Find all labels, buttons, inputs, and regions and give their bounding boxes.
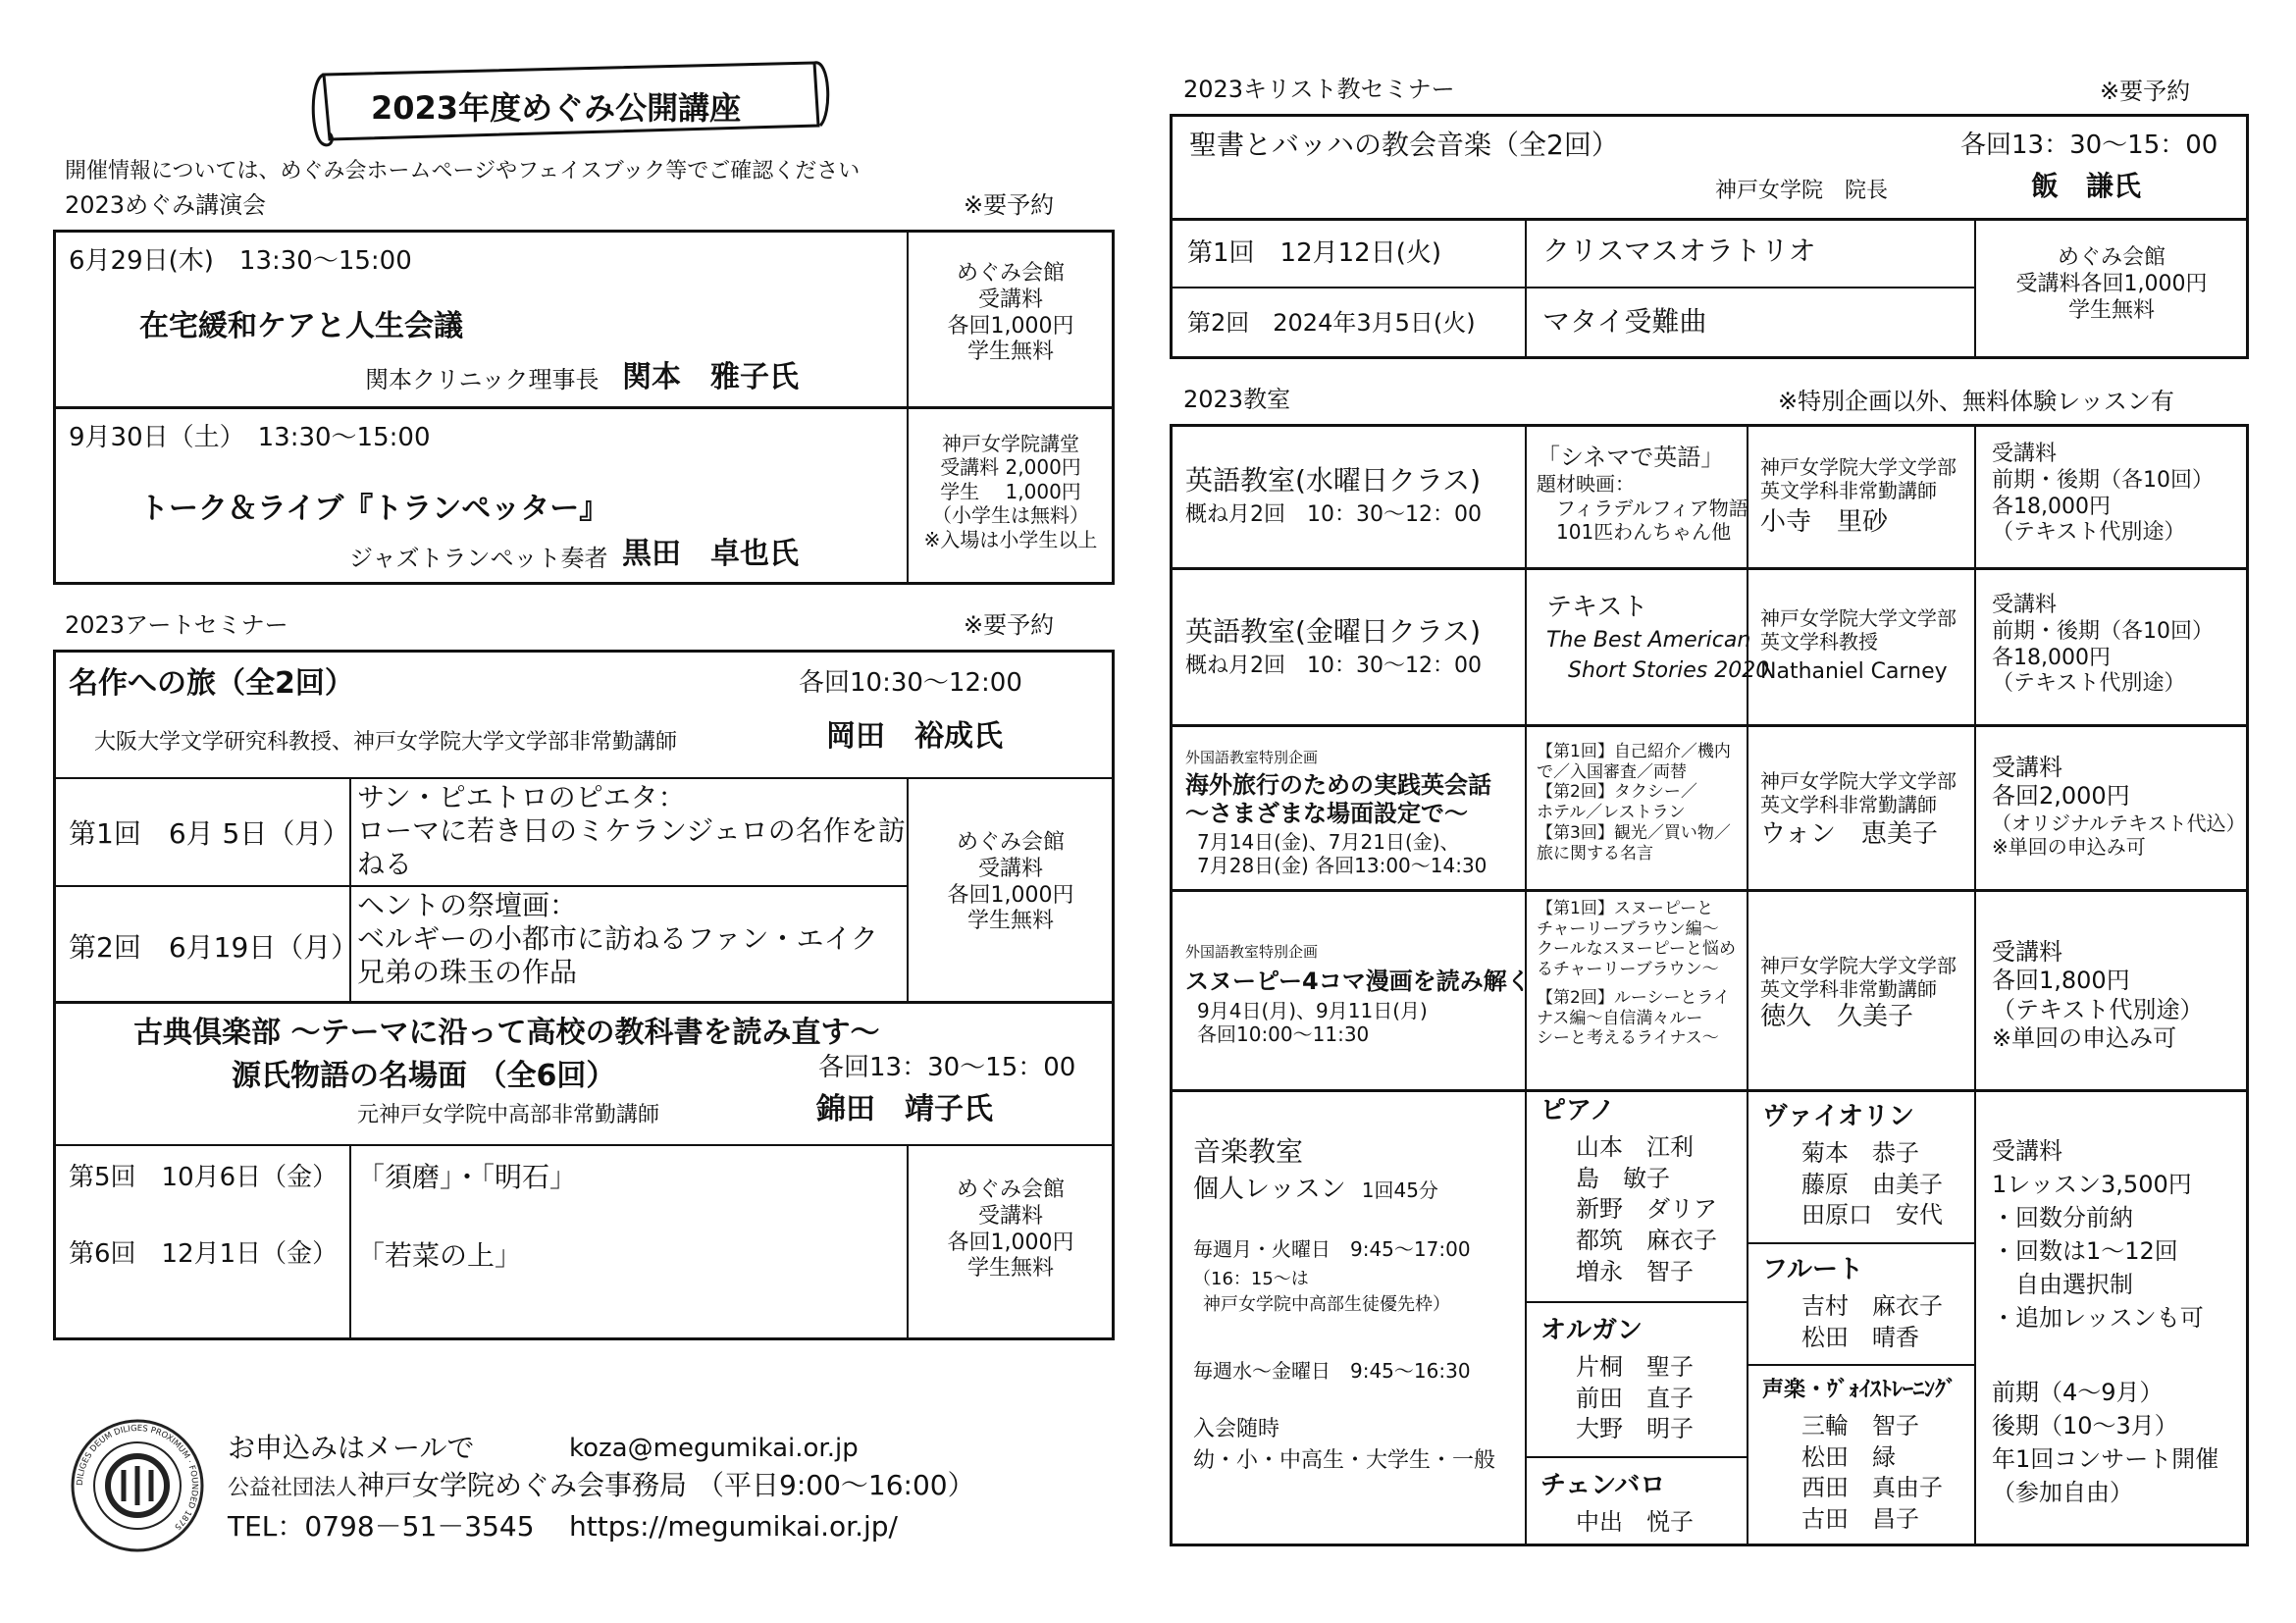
- art-series1-session1-topic: サン・ピエトロのピエタ： ローマに若き日のミケランジェロの名作を訪 ねる: [357, 781, 906, 881]
- footer-apply: お申込みはメールで: [228, 1432, 475, 1464]
- music-sub-line: 個人レッスン 1回45分: [1193, 1175, 1438, 1204]
- banner-title: 2023年度めぐみ公開講座: [371, 89, 742, 127]
- svg-text:DILIGES DEUM DILIGES PROXIMUM: DILIGES DEUM DILIGES PROXIMUM · FOUNDED 1875: [75, 1423, 200, 1532]
- class-3-dates: 7月14日(金)、7月21日(金)、 7月28日(金) 各回13:00～14:30: [1197, 830, 1487, 878]
- footer-org-line: 公益社団法人神戸女学院めぐみ会事務局 （平日9:00～16:00）: [228, 1469, 975, 1501]
- christian-time: 各回13：30～15：00: [1960, 131, 2218, 160]
- lecture-2-info: 神戸女学院講堂 受講料 2,000円 学生 1,000円 （小学生は無料） ※入場は小学生以上: [923, 432, 1098, 551]
- christian-speaker: 飯 謙氏: [2031, 170, 2142, 202]
- class-1-material: 「シネマで英語」 題材映画： フィラデルフィア物語 101匹わんちゃん他: [1537, 444, 1748, 545]
- music-schedule-1-note2: 神戸女学院中高部生徒優先枠）: [1203, 1294, 1450, 1315]
- class-1-teacher: 小寺 里砂: [1760, 507, 1889, 537]
- art-series2-time: 各回13：30～15：00: [818, 1053, 1076, 1082]
- art-series1-session2-label: 第2回 6月19日（月）: [69, 931, 359, 964]
- music-schedule-1-note1: （16：15～は: [1193, 1269, 1309, 1289]
- art-series2-session5-label: 第5回 10月6日（金）: [69, 1163, 339, 1192]
- instrument-violin-teachers: 菊本 恭子 藤原 由美子 田原口 安代: [1801, 1139, 1943, 1230]
- christian-note: ※要予約: [2100, 78, 2191, 105]
- lecture-1-date: 6月29日(木) 13:30～15:00: [69, 246, 412, 276]
- lecture-2-date: 9月30日（土） 13:30～15:00: [69, 423, 431, 452]
- art-series2-speaker-role: 元神戸女学院中高部非常勤講師: [357, 1103, 660, 1127]
- class-3-fee: 受講料 各回2,000円 （オリジナルテキスト代込） ※単回の申込み可: [1992, 754, 2246, 859]
- art-series1-session2-topic: ヘントの祭壇画： ベルギーの小都市に訪ねるファン・エイク 兄弟の珠玉の作品: [357, 889, 878, 989]
- art-series1-speaker: 岡田 裕成氏: [826, 719, 1003, 754]
- class-4-name: スヌーピー4コマ漫画を読み解く: [1185, 968, 1531, 995]
- art-series1-info: めぐみ会館 受講料 各回1,000円 学生無料: [947, 830, 1074, 934]
- class-3-material: 【第1回】自己紹介／機内 で／入国審査／両替 【第2回】タクシー／ ホテル／レストラン 【第3回】観光／買い物／ 旅に関する名言: [1537, 742, 1731, 864]
- music-term: 前期（4～9月） 後期（10～3月） 年1回コンサート開催 （参加自由）: [1992, 1379, 2219, 1507]
- christian-session1-topic: クリスマスオラトリオ: [1542, 235, 1816, 267]
- instrument-organ: オルガン: [1540, 1316, 1644, 1345]
- class-4-teacher: 徳久 久美子: [1760, 1002, 1914, 1031]
- music-schedule-2: 毎週水～金曜日 9:45～16:30: [1193, 1359, 1471, 1383]
- class-1-fee: 受講料 前期・後期（各10回） 各18,000円 （テキスト代別途）: [1992, 442, 2214, 546]
- christian-info: めぐみ会館 受講料各回1,000円 学生無料: [2015, 245, 2208, 323]
- christian-speaker-role: 神戸女学院 院長: [1715, 179, 1889, 203]
- art-heading: 2023アートセミナー: [65, 611, 288, 639]
- lecture-1-info: めぐみ会館 受講料 各回1,000円 学生無料: [947, 261, 1074, 365]
- class-2-name: 英語教室(金曜日クラス): [1185, 615, 1482, 648]
- class-2-material: テキスト The Best American Short Stories 2020: [1546, 593, 1770, 683]
- lecture-2-speaker-role: ジャズトランペット奏者: [349, 545, 608, 572]
- art-series1-title: 名作への旅（全2回）: [69, 666, 354, 701]
- class-1-name: 英語教室(水曜日クラス): [1185, 464, 1482, 497]
- instrument-flute-teachers: 吉村 麻衣子 松田 晴香: [1801, 1292, 1943, 1351]
- music-schedule-1: 毎週月・火曜日 9:45～17:00: [1193, 1237, 1471, 1261]
- instrument-cembalo: チェンバロ: [1540, 1471, 1666, 1500]
- christian-session2-topic: マタイ受難曲: [1542, 305, 1707, 338]
- lecture-1-title: 在宅緩和ケアと人生会議: [139, 309, 463, 343]
- instrument-vocal: 声楽・ｳﾞｫｲｽﾄﾚｰﾆﾝｸﾞ: [1762, 1378, 1957, 1402]
- art-series1-time: 各回10:30～12:00: [799, 668, 1022, 698]
- class-2-teacher: Nathaniel Carney: [1760, 659, 1948, 684]
- lecture-heading: 2023めぐみ講演会: [65, 191, 267, 219]
- class-1-sub: 概ね月2回 10：30～12：00: [1185, 502, 1482, 527]
- classes-note: ※特別企画以外、無料体験レッスン有: [1778, 388, 2174, 415]
- instrument-piano-teachers: 山本 江利 島 敏子 新野 ダリア 都筑 麻衣子 増永 智子: [1576, 1133, 1717, 1285]
- lecture-2-speaker: 黒田 卓也氏: [622, 537, 799, 571]
- instrument-vocal-teachers: 三輪 智子 松田 緑 西田 真由子 古田 昌子: [1801, 1412, 1943, 1534]
- lecture-note: ※要予約: [964, 191, 1055, 219]
- music-join: 入会随時: [1193, 1417, 1280, 1441]
- classes-heading: 2023教室: [1183, 386, 1291, 413]
- instrument-cembalo-teachers: 中出 悦子: [1576, 1508, 1694, 1536]
- class-1-teacher-role: 神戸女学院大学文学部 英文学科非常勤講師: [1760, 455, 1957, 503]
- footer-email[interactable]: koza@megumikai.or.jp: [569, 1434, 859, 1463]
- christian-session2-label: 第2回 2024年3月5日(火): [1187, 309, 1476, 337]
- class-3-teacher-role: 神戸女学院大学文学部 英文学科非常勤講師: [1760, 769, 1957, 817]
- class-2-teacher-role: 神戸女学院大学文学部 英文学科教授: [1760, 606, 1957, 654]
- music-fee: 受講料 1レッスン3,500円 ・回数分前納 ・回数は1～12回 自由選択制 ・追加レッスンも可: [1992, 1137, 2204, 1333]
- class-3-teacher: ウォン 恵美子: [1760, 819, 1938, 849]
- instrument-flute: フルート: [1762, 1255, 1863, 1284]
- art-note: ※要予約: [964, 611, 1055, 639]
- lecture-2-title: トーク＆ライブ『トランペッター』: [139, 492, 609, 526]
- music-name: 音楽教室: [1193, 1135, 1304, 1168]
- class-3-kicker: 外国語教室特別企画: [1185, 749, 1319, 766]
- megumikai-seal-logo: [69, 1417, 206, 1554]
- art-series2-session6-topic: 「若菜の上」: [357, 1239, 523, 1272]
- class-3-name: 海外旅行のための実践英会話 ～さまざまな場面設定で～: [1185, 771, 1491, 828]
- art-series2-session6-label: 第6回 12月1日（金）: [69, 1239, 339, 1269]
- art-series2-session5-topic: 「須磨」・「明石」: [357, 1161, 578, 1193]
- art-series2-speaker: 錦田 靖子氏: [816, 1092, 993, 1126]
- instrument-piano: ピアノ: [1540, 1096, 1615, 1126]
- class-4-kicker: 外国語教室特別企画: [1185, 943, 1319, 961]
- instrument-organ-teachers: 片桐 聖子 前田 直子 大野 明子: [1576, 1353, 1694, 1443]
- art-series1-session1-label: 第1回 6月 5日（月）: [69, 817, 350, 850]
- art-series2-title2: 源氏物語の名場面 （全6回）: [232, 1059, 616, 1093]
- lecture-1-speaker-role: 関本クリニック理事長: [365, 366, 600, 393]
- art-series2-info: めぐみ会館 受講料 各回1,000円 学生無料: [947, 1178, 1074, 1282]
- christian-title: 聖書とバッハの教会音楽（全2回）: [1189, 129, 1619, 161]
- intro-text: 開催情報については、めぐみ会ホームページやフェイスブック等でご確認ください: [65, 159, 861, 183]
- art-series2-title1: 古典倶楽部 ～テーマに沿って高校の教科書を読み直す～: [133, 1016, 880, 1050]
- class-4-dates: 9月4日(月)、9月11日(月) 各回10:00～11:30: [1197, 999, 1428, 1047]
- christian-heading: 2023キリスト教セミナー: [1183, 76, 1455, 103]
- class-4-teacher-role: 神戸女学院大学文学部 英文学科非常勤講師: [1760, 954, 1957, 1002]
- instrument-violin: ヴァイオリン: [1762, 1102, 1914, 1131]
- christian-session1-label: 第1回 12月12日(火): [1187, 238, 1441, 268]
- footer-url[interactable]: https://megumikai.or.jp/: [569, 1510, 898, 1543]
- lecture-1-speaker: 関本 雅子氏: [622, 360, 799, 394]
- class-2-sub: 概ね月2回 10：30～12：00: [1185, 654, 1482, 678]
- class-2-fee: 受講料 前期・後期（各10回） 各18,000円 （テキスト代別途）: [1992, 593, 2214, 697]
- class-4-fee: 受講料 各回1,800円 （テキスト代別途） ※単回の申込み可: [1992, 938, 2204, 1052]
- music-target: 幼・小・中高生・大学生・一般: [1193, 1448, 1496, 1473]
- footer-tel: TEL：0798－51－3545: [228, 1510, 535, 1543]
- class-4-material: 【第1回】スヌーピーと チャーリーブラウン編～ クールなスヌーピーと悩め るチャーリーブラウン～ 【第2回】ルーシーとライ ナス編～自信満々ルー シーと考えるライナス～: [1537, 899, 1736, 1049]
- art-series1-speaker-role: 大阪大学文学研究科教授、神戸女学院大学文学部非常勤講師: [94, 730, 678, 755]
